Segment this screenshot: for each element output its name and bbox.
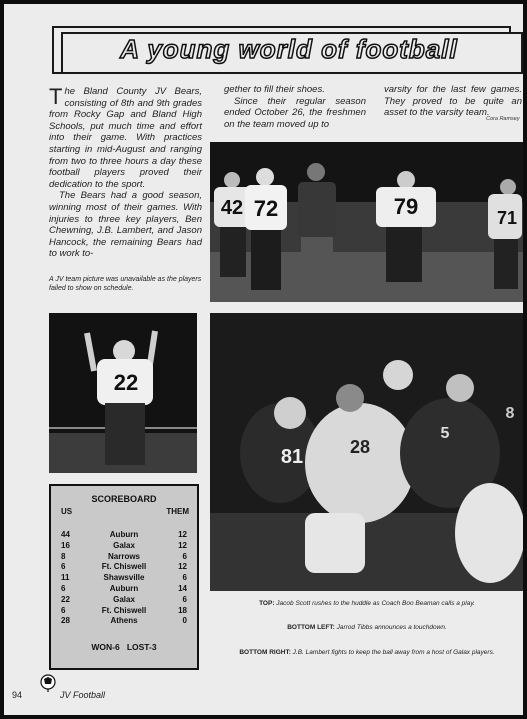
- player-figure: [245, 168, 287, 290]
- caption-top: [209, 600, 523, 607]
- jersey-number: 79: [393, 194, 419, 219]
- score-them: 14: [178, 584, 187, 593]
- top-photo: [210, 142, 523, 302]
- article-paragraph: The Bears had a good season, winning most of their games. With injuries to three key players, Ben Chewning, J.B. Lambert, and Jason Hancock, the remaining Bears had to work to-: [49, 190, 202, 260]
- article-paragraph: [49, 86, 202, 190]
- bottom-right-photo: [210, 313, 523, 591]
- football-icon: [39, 674, 57, 692]
- top-photo-scene: [210, 142, 523, 302]
- scoreboard-row: [51, 606, 197, 617]
- score-us: 22: [61, 594, 70, 604]
- scoreboard: [49, 484, 199, 670]
- score-us: 6: [61, 562, 66, 572]
- article-column-1: [49, 86, 202, 260]
- jersey-number: 72: [253, 196, 279, 221]
- caption-label: BOTTOM LEFT:: [287, 624, 335, 631]
- caption-label: BOTTOM RIGHT:: [239, 649, 291, 656]
- scoreboard-row: [51, 616, 197, 627]
- caption-text: Jarrod Tibbs announces a touchdown.: [334, 624, 447, 631]
- article-column-2: [224, 84, 366, 130]
- record-won: WON-6: [91, 642, 120, 652]
- scoreboard-title: SCOREBOARD: [91, 494, 157, 504]
- article-column-3: [384, 84, 522, 119]
- opponent-name: Galax: [113, 540, 135, 550]
- scoreboard-row: [51, 562, 197, 573]
- caption-bottom-left: [209, 624, 523, 631]
- score-us: 11: [61, 573, 70, 583]
- page-number: 94: [12, 690, 23, 700]
- jersey-number: 81: [280, 446, 304, 468]
- paragraph-text-rest: he Bland County JV Bears, consisting of 8th and 9th grades from Rocky Gap and Bland High Schools, put much time and effort into their game. With practices starting in mid-August and ranging from two to three hours a day these football players proved their dedication to the sport.: [49, 86, 202, 190]
- opponent-name: Ft. Chiswell: [101, 562, 147, 572]
- score-us: 16: [61, 540, 70, 550]
- score-them: 0: [182, 616, 187, 626]
- article-paragraph: varsity for the last few games. They proved to be quite an asset to the varsity team.: [384, 84, 522, 119]
- score-us: 6: [61, 605, 66, 615]
- score-us: 44: [61, 530, 70, 539]
- headline: A young world of football: [120, 34, 458, 64]
- score-them: 18: [178, 605, 187, 615]
- scoreboard-row: [51, 530, 197, 541]
- scoreboard-row: [51, 584, 197, 595]
- team-photo-note: A JV team picture was unavailable as the players failed to show on schedule.: [49, 276, 202, 292]
- byline: Cora Ramsey: [486, 116, 520, 122]
- caption-label: TOP:: [259, 600, 275, 607]
- jersey-number: 5: [440, 425, 450, 442]
- opponent-name: Auburn: [109, 530, 139, 539]
- score-us: 28: [61, 616, 70, 626]
- jersey-number: 28: [349, 437, 371, 457]
- jersey-number: 42: [220, 197, 244, 219]
- score-us: 6: [61, 584, 66, 593]
- yearbook-page: [4, 4, 523, 715]
- scoreboard-row: [51, 552, 197, 563]
- scoreboard-row: [51, 595, 197, 606]
- caption-text: Jacob Scott rushes to the huddle as Coach Boo Beaman calls a play.: [274, 600, 475, 607]
- opponent-name: Galax: [113, 594, 135, 604]
- scoreboard-us-heading: US: [61, 507, 73, 516]
- score-them: 6: [182, 594, 187, 604]
- score-them: 12: [178, 562, 187, 572]
- scoreboard-row: [51, 573, 197, 584]
- score-them: 6: [182, 573, 187, 583]
- record-lost: LOST-3: [126, 642, 157, 652]
- scoreboard-record: [51, 642, 197, 652]
- score-them: 6: [182, 551, 187, 561]
- jersey-number: 71: [496, 208, 518, 228]
- scoreboard-them-heading: THEM: [166, 507, 189, 516]
- coach-figure: [298, 163, 336, 302]
- score-them: 12: [178, 530, 187, 539]
- article-paragraph: gether to fill their shoes.: [224, 84, 325, 95]
- drop-cap: T: [49, 84, 63, 109]
- article-paragraph: Since their regular season ended October 26, the freshmen on the team moved up to: [224, 95, 366, 130]
- opponent-name: Auburn: [109, 584, 139, 593]
- bottom-right-photo-scene: [210, 313, 523, 591]
- scoreboard-row: [51, 541, 197, 552]
- caption-bottom-right: [209, 649, 523, 656]
- section-title: JV Football: [60, 690, 106, 700]
- bottom-left-photo-scene: [49, 313, 197, 473]
- opponent-name: Ft. Chiswell: [101, 605, 147, 615]
- opponent-name: Narrows: [107, 551, 140, 561]
- jersey-number: 8: [505, 405, 515, 422]
- opponent-name: Shawsville: [103, 573, 145, 583]
- caption-text: J.B. Lambert fights to keep the ball away from a host of Galax players.: [290, 649, 495, 656]
- bottom-left-photo: [49, 313, 197, 473]
- score-us: 8: [61, 551, 66, 561]
- jersey-number: 22: [113, 370, 139, 395]
- opponent-name: Athens: [110, 616, 138, 626]
- score-them: 12: [178, 540, 187, 550]
